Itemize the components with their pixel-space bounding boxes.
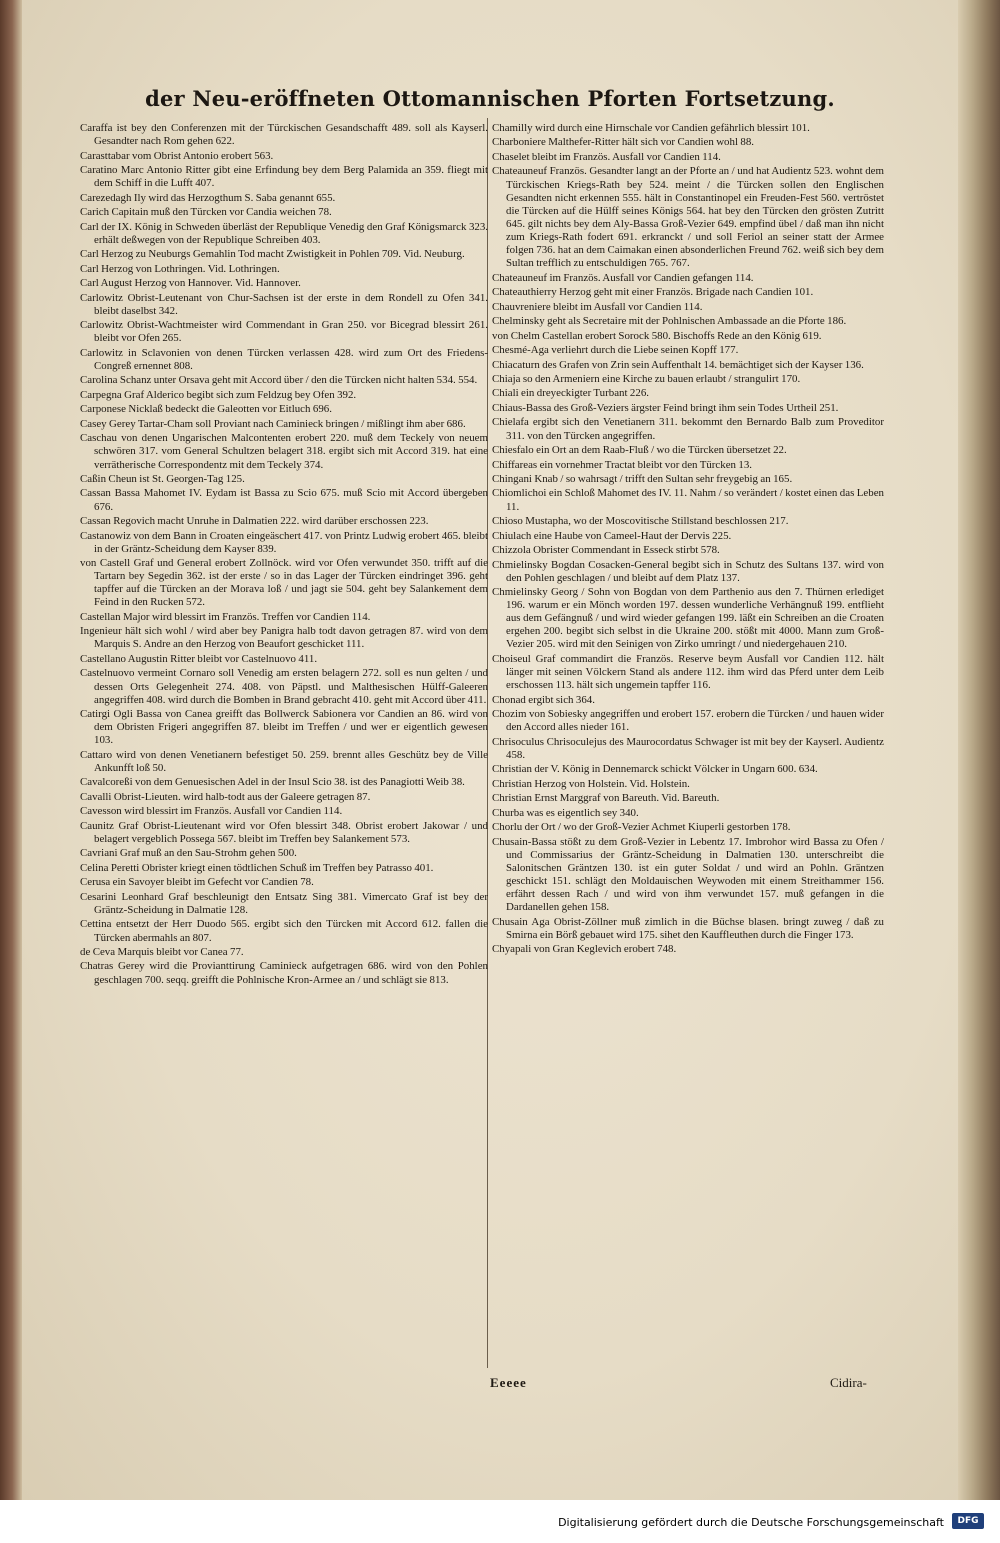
index-entry: Caratino Marc Antonio Ritter gibt eine Erfindung bey dem Berg Palamida an 359. fliegt mit dem Schiff in die Lufft 407.: [80, 164, 488, 190]
index-entry: Cavalcoreßi von dem Genuesischen Adel in der Insul Scio 38. ist des Panagiotti Weib 38.: [80, 776, 465, 789]
index-entry: Cattaro wird von denen Venetianern befestiget 50. 259. brennt alles Geschütz bey de Ville Ankunfft loß 50.: [80, 748, 488, 774]
digitization-footer: [0, 1500, 1000, 1543]
index-entry: Christian der V. König in Dennemarck schickt Völcker in Ungarn 600. 634.: [492, 763, 818, 776]
index-entry: de Ceva Marquis bleibt vor Canea 77.: [80, 945, 244, 958]
index-entry: Caschau von denen Ungarischen Malcontenten erobert 220. muß dem Teckely von neuem schwören 317. vom General Schultzen belagert 318. ergibt sich mit Accord 319. hat eine verrätherische Correspondentz mit dem Teckely 374.: [80, 432, 488, 471]
index-entry: Chateauneuf Französ. Gesandter langt an der Pforte an / und hat Audientz 523. wohnt dem Türckischen Kriegs-Rath bey 524. meint / die Türcken sollen den Englischen Gesandten nicht erkennen 555. hält in Constantinopel ein Freuden-Fest 560. vertröstet die Türcken auf die Hülff seines Königs 564. hat bey den Türcken den grösten Zutritt 645. gilt nichts bey dem Aly-Bassa Groß-Vezier 649. empfind übel / daß man ihn nicht zum Kriegs-Rath fodert 691. erkranckt / und soll Feriol an seiner statt der Armee folgen 736. hat an dem Caimakan einen absonderlichen Freund 762. weiß sich bey dem Sultan trefflich zu entschuldigen 765. 767.: [492, 165, 884, 270]
index-entry: Castellan Major wird blessirt im Französ. Treffen vor Candien 114.: [80, 610, 371, 623]
index-entry: Chelminsky geht als Secretaire mit der Pohlnischen Ambassade an die Pforte 186.: [492, 315, 847, 328]
index-entry: Carolina Schanz unter Orsava geht mit Accord über / den die Türcken nicht halten 534. 554.: [80, 374, 478, 387]
index-entry: Carl Herzog zu Neuburgs Gemahlin Tod macht Zwistigkeit in Pohlen 709. Vid. Neuburg.: [80, 248, 465, 261]
index-entry: Chiaus-Bassa des Groß-Veziers ärgster Feind bringt ihm sein Todes Urtheil 251.: [492, 401, 839, 414]
index-entry: Chiaja so den Armeniern eine Kirche zu bauen erlaubt / strangulirt 170.: [492, 372, 801, 385]
index-entry: Chonad ergibt sich 364.: [492, 693, 595, 706]
funding-notice: Digitalisierung gefördert durch die Deutsche Forschungsgemeinschaft: [558, 1516, 944, 1529]
dfg-logo: DFG: [952, 1513, 984, 1529]
catchword: Cidira-: [830, 1375, 867, 1390]
index-entry: Christian Ernst Marggraf von Bareuth. Vid. Bareuth.: [492, 792, 720, 805]
index-entry: Chozim von Sobiesky angegriffen und erobert 157. erobern die Türcken / und hauen wider den Accord alles nieder 161.: [492, 708, 884, 734]
index-entry: Cassan Regovich macht Unruhe in Dalmatien 222. wird darüber erschossen 223.: [80, 515, 429, 528]
index-entry: Castelnuovo vermeint Cornaro soll Venedig am ersten belagern 272. soll es nun gelten / und dessen Orts Gelegenheit 274. 408. von Päpstl. und Malthesischen Hülff-Galeeren angegriffen 408. wird durch die Bomben in Brand gebracht 410. geht mit Accord über 411.: [80, 667, 488, 706]
index-entry: Carlowitz in Sclavonien von denen Türcken verlassen 428. wird zum Ort des Friedens-Congreß ernennet 808.: [80, 346, 488, 372]
index-entry: Castanowiz von dem Bann in Croaten eingeäschert 417. von Printz Ludwig erobert 465. bleibt in der Gräntz-Scheidung dem Kayser 839.: [80, 529, 488, 555]
index-entry: Churba was es eigentlich sey 340.: [492, 806, 639, 819]
index-entry: Chiulach eine Haube von Cameel-Haut der Dervis 225.: [492, 529, 732, 542]
index-entry: Ingenieur hält sich wohl / wird aber bey Panigra halb todt davon getragen 87. wird von dem Marquis S. Andre an den Herzog von Beaufort geschicket 111.: [80, 625, 488, 651]
index-entry: Chamilly wird durch eine Hirnschale vor Candien gefährlich blessirt 101.: [492, 122, 810, 134]
index-entry: Cassan Bassa Mahomet IV. Eydam ist Bassa zu Scio 675. muß Scio mit Accord übergeben 676.: [80, 487, 488, 513]
index-entry: Caunitz Graf Obrist-Lieutenant wird vor Ofen blessirt 348. Obrist erobert Jakowar / und belagert vergeblich Possega 567. bleibt im Treffen bey Salankement 573.: [80, 819, 488, 845]
index-entry: von Castell Graf und General erobert Zollnöck. wird vor Ofen verwundet 350. trifft auf die Tartarn bey Segedin 362. ist der erste / so in das Lager der Türcken eindringet 396. geht tapffer auf die Türcken an der Morava loß / und jagt sie 504. geht bey Salankement dem Feind in den Rucken 572.: [80, 557, 488, 609]
index-entry: Chiesfalo ein Ort an dem Raab-Fluß / wo die Türcken übersetzet 22.: [492, 444, 787, 457]
index-entry: Chizzola Obrister Commendant in Esseck stirbt 578.: [492, 544, 720, 557]
printer-signature: Eeeee: [490, 1375, 527, 1390]
index-entry: Chmielinsky Bogdan Cosacken-General begibt sich in Schutz des Sultans 137. wird von den Pohlen geschlagen / und bleibt auf dem Platz 137.: [492, 558, 884, 584]
index-entry: Chyapali von Gran Keglevich erobert 748.: [492, 943, 677, 956]
index-entry: Chiffareas ein vornehmer Tractat bleibt vor den Türcken 13.: [492, 458, 753, 471]
index-entry: Carezedagh Ily wird das Herzogthum S. Saba genannt 655.: [80, 191, 336, 204]
index-entry: Carponese Nicklaß bedeckt die Galeotten vor Eitluch 696.: [80, 403, 332, 416]
index-entry: Chiali ein dreyeckigter Turbant 226.: [492, 387, 649, 400]
index-column-left: [80, 122, 488, 988]
index-entry: Chateauthierry Herzog geht mit einer Französ. Brigade nach Candien 101.: [492, 286, 814, 299]
index-entry: Catirgi Ogli Bassa von Canea greifft das Bollwerck Sabionera vor Candien an 86. wird von dem Obristen Frigeri angegriffen 87. bleibt im Treffen / und wer er eigentlich gewesen 103.: [80, 708, 488, 747]
index-entry: Choiseul Graf commandirt die Französ. Reserve beym Ausfall vor Candien 112. hält länger mit seinen Völckern Stand als andere 112. ihm wird das Pferd unter dem Leib erschossen 113. hält sich ungemein tapffer 116.: [492, 652, 884, 692]
index-entry: Carlowitz Obrist-Wachtmeister wird Commendant in Gran 250. vor Bicegrad blessirt 261. bleibt vor Ofen 265.: [80, 319, 488, 345]
index-entry: Cavalli Obrist-Lieuten. wird halb-todt aus der Galeere getragen 87.: [80, 790, 371, 803]
index-entry: Cavriani Graf muß an den Sau-Strohm gehen 500.: [80, 847, 297, 860]
index-entry: Carl August Herzog von Hannover. Vid. Hannover.: [80, 277, 301, 290]
index-entry: Cesarini Leonhard Graf beschleunigt den Entsatz Sing 381. Vimercato Graf ist bey der Gräntz-Scheidung in Dalmatie 128.: [80, 890, 488, 916]
index-entry: Carasttabar vom Obrist Antonio erobert 563.: [80, 149, 274, 162]
index-entry: Christian Herzog von Holstein. Vid. Holstein.: [492, 777, 690, 790]
index-entry: Chaselet bleibt im Französ. Ausfall vor Candien 114.: [492, 150, 721, 163]
index-entry: Chatras Gerey wird die Provianttirung Caminieck aufgetragen 686. wird von den Pohlen geschlagen 700. seqq. greifft die Pohlnische Kron-Armee an / und schlägt sie 813.: [80, 960, 488, 986]
index-entry: Cerusa ein Savoyer bleibt im Gefecht vor Candien 78.: [80, 876, 314, 889]
index-entry: Cavesson wird blessirt im Französ. Ausfall vor Candien 114.: [80, 805, 343, 818]
index-entry: Chiacaturn des Grafen von Zrin sein Auffenthalt 14. bemächtiget sich der Kayser 136.: [492, 358, 864, 371]
index-entry: Chiomlichoi ein Schloß Mahomet des IV. 11. Nahm / so verändert / kostet einen das Leben 11.: [492, 487, 884, 513]
index-entry: Caßin Cheun ist St. Georgen-Tag 125.: [80, 472, 245, 485]
index-entry: Carpegna Graf Alderico begibt sich zum Feldzug bey Ofen 392.: [80, 388, 357, 401]
index-entry: Carich Capitain muß den Türcken vor Candia weichen 78.: [80, 206, 332, 219]
index-entry: Chingani Knab / so wahrsagt / trifft den Sultan sehr freygebig an 165.: [492, 472, 793, 485]
running-header: der Neu-eröffneten Ottomannischen Pforten Fortsetzung.: [145, 86, 835, 111]
index-entry: Chusain Aga Obrist-Zöllner muß zimlich in die Büchse blasen. bringt zuweg / daß zu Smirna ein Börß gebauet wird 175. sihet den Kauffleuthen durch die Finger 173.: [492, 915, 884, 941]
scan-page-edge-right: [958, 0, 1000, 1543]
index-entry: Carl Herzog von Lothringen. Vid. Lothringen.: [80, 262, 280, 275]
index-entry: Charboniere Malthefer-Ritter hält sich vor Candien wohl 88.: [492, 136, 755, 149]
index-entry: Casey Gerey Tartar-Cham soll Proviant nach Caminieck bringen / mißlingt ihm aber 686.: [80, 417, 466, 430]
index-entry: von Chelm Castellan erobert Sorock 580. Bischoffs Rede an den König 619.: [492, 329, 822, 342]
scan-page-edge-left: [0, 0, 22, 1543]
index-entry: Chorlu der Ort / wo der Groß-Vezier Achmet Kiuperli gestorben 178.: [492, 821, 791, 834]
book-page: [22, 0, 958, 1500]
index-entry: Carl der IX. König in Schweden überläst der Republique Venedig den Graf Königsmarck 323. erhält deßwegen von der Republique Schreiben 403.: [80, 220, 488, 246]
index-column-right: [492, 122, 884, 958]
index-entry: Chateauneuf im Französ. Ausfall vor Candien gefangen 114.: [492, 271, 754, 284]
index-entry: Chauvreniere bleibt im Ausfall vor Candien 114.: [492, 300, 703, 313]
index-entry: Castellano Augustin Ritter bleibt vor Castelnuovo 411.: [80, 652, 318, 665]
index-entry: Cettina entsetzt der Herr Duodo 565. ergibt sich den Türcken mit Accord 612. fallen die Türcken abermahls an 807.: [80, 918, 488, 944]
index-entry: Chusain-Bassa stößt zu dem Groß-Vezier in Lebentz 17. Imbrohor wird Bassa zu Ofen / und Commissarius der Gräntz-Scheidung in Dalmatien 130. unterschreibt die Salonitschen Gräntzen 130. ist ein guter Soldat / und wird an Pohln. Gräntzen geschickt 151. schlägt den Moldauischen Weywoden mit einem Streithammer 156. erfährt dessen Rach / und wird von ihm verwundet 157. muß gefangen in die Dardanellen gehen 158.: [492, 835, 884, 914]
index-entry: Chesmé-Aga verliehrt durch die Liebe seinen Kopff 177.: [492, 344, 739, 357]
index-entry: Chrisoculus Chrisoculejus des Maurocordatus Schwager ist mit bey der Kayserl. Audientz 458.: [492, 735, 884, 761]
index-entry: Chielafa ergibt sich den Venetianern 311. bekommt den Bernardo Balb zum Proveditor 311. von den Türcken angegriffen.: [492, 416, 884, 442]
index-entry: Chmielinsky Georg / Sohn von Bogdan von dem Parthenio aus den 7. Thürnen erlediget 196. warum er ein Mönch worden 197. dessen wunderliche Verhängnuß 199. entflieht aus dem Gefängnuß / und wird wieder gefangen 199. läßt ein Schreiben an die Croaten ergehen 200. begibt sich selbst in die Ukraine 200. stößt mit 4000. Mann zum Groß-Vezier 205. wird mit den Seinigen von Zirko umringt / und niedergehauen 210.: [492, 586, 884, 651]
index-entry: Carlowitz Obrist-Leutenant von Chur-Sachsen ist der erste in dem Rondell zu Ofen 341. bleibt daselbst 342.: [80, 291, 488, 317]
index-entry: Celina Peretti Obrister kriegt einen tödtlichen Schuß im Treffen bey Patrasso 401.: [80, 861, 434, 874]
index-entry: Chioso Mustapha, wo der Moscovitische Stillstand beschlossen 217.: [492, 515, 789, 528]
index-entry: Caraffa ist bey den Conferenzen mit der Türckischen Gesandschafft 489. soll als Kayserl. Gesandter nach Rom gehen 622.: [80, 122, 488, 148]
